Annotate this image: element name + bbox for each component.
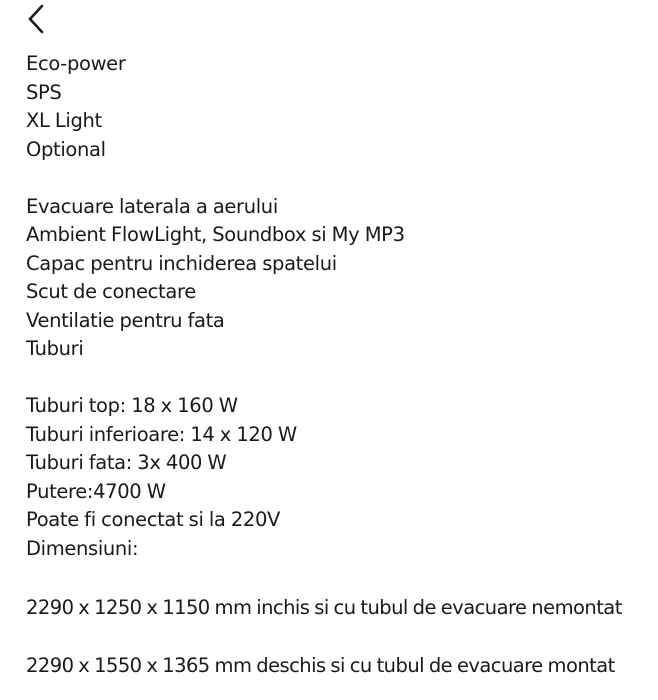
feature-line: Scut de conectare	[26, 280, 196, 303]
spec-line: Tuburi top: 18 x 160 W	[26, 394, 238, 417]
description-text	[26, 50, 656, 563]
spec-line: Tuburi fata: 3x 400 W	[26, 451, 227, 474]
spec-line: Poate fi conectat si la 220V	[26, 508, 281, 531]
paragraph-gap	[26, 164, 656, 193]
feature-line: Tuburi	[26, 337, 84, 360]
paragraph-gap	[26, 364, 656, 393]
dimension-closed: 2290 x 1250 x 1150 mm inchis si cu tubul de evacuare nemontat	[26, 596, 622, 619]
feature-line: SPS	[26, 80, 62, 104]
spec-line: Putere:4700 W	[26, 479, 166, 503]
feature-line: Capac pentru inchiderea spatelui	[26, 251, 337, 275]
feature-line: XL Light	[26, 109, 102, 132]
spec-line: Dimensiuni:	[26, 536, 139, 560]
feature-line: Ventilatie pentru fata	[26, 308, 225, 332]
back-button[interactable]	[20, 2, 54, 36]
chevron-left-icon	[20, 2, 54, 36]
dimension-open: 2290 x 1550 x 1365 mm deschis si cu tubul de evacuare montat	[26, 654, 615, 677]
feature-line: Optional	[26, 137, 106, 161]
spec-line: Tuburi inferioare: 14 x 120 W	[26, 422, 297, 446]
feature-line: Eco-power	[26, 52, 126, 75]
feature-line: Ambient FlowLight, Soundbox si My MP3	[26, 223, 405, 246]
feature-line: Evacuare laterala a aerului	[26, 194, 278, 218]
